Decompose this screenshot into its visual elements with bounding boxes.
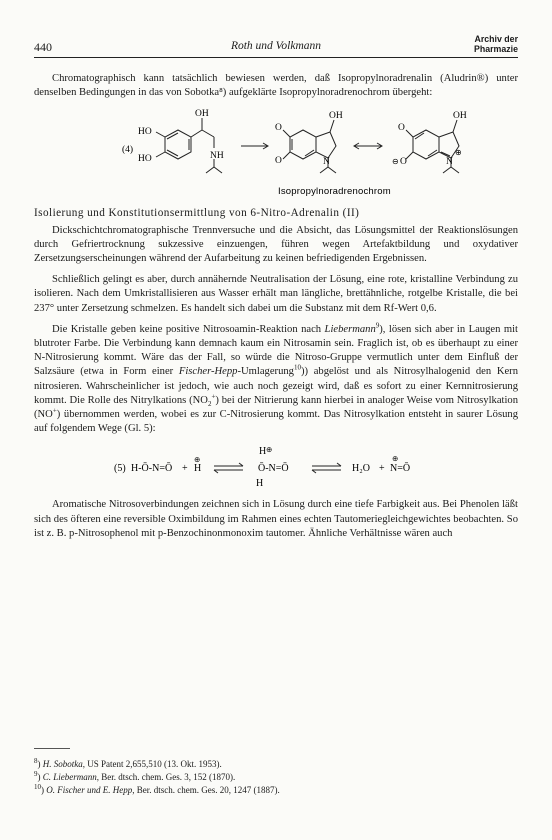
- molecule-isopropylnoradrenalin: [156, 118, 222, 173]
- eq5-product-water: H₂O: [352, 463, 370, 475]
- footnotes: [34, 758, 518, 798]
- para4-text-f: ) übernommen werden, wobei es zur C-Nitrosierung kommt. Das Nitrosylkation entsteht in saurer Lösung auf folgendem Wege (Gl. 5):: [34, 409, 518, 435]
- eq5-plus-1: +: [182, 463, 188, 475]
- label-oh-3: OH: [453, 111, 467, 122]
- eq5-plus-charge-nitrosyl: ⊕: [392, 454, 399, 464]
- footnote-10-number: 10: [34, 783, 41, 792]
- para4-text-d: )) abgelöst und als Nitrosylhalogenid den Kern nitrosieren. Wahrscheinlicher ist jedoch, wie auch noch gezeigt wird, daß es sofort zu einer Kernnitrosierung kommt. Die Rolle des Nitrylkations (NO: [34, 366, 518, 406]
- resonance-arrow: [354, 143, 382, 149]
- eq5-product-nitrosyl: N=Ō: [390, 463, 411, 475]
- para4-name-fischer-hepp: Fischer-Hepp: [178, 366, 238, 378]
- label-n-2: N: [323, 157, 330, 168]
- paragraph-chromatography: Dickschichtchromatographische Trennversuche und die Absicht, das Lösungsmittel der Reaktionslösungen durch Gefriertrocknung sukzessive einzuengen, führen wegen Artefaktbildung und oxydativer Zersetzungserscheinungen während der Aufarbeitung zu keinen befriedigenden Ergebnissen.: [34, 224, 518, 265]
- reaction-arrow: [241, 143, 268, 149]
- eq5-intermediate: Ō-N=Ō: [258, 463, 289, 475]
- header-rule: [34, 57, 518, 58]
- footnote-10-text: , Ber. dtsch. chem. Ges. 20, 1247 (1887).: [132, 785, 280, 796]
- bond-side-chain: [191, 130, 202, 137]
- footnote-ref-9: 9: [375, 321, 380, 330]
- eq5-reactant-hno2: H-Ō-N=Ō: [131, 463, 173, 475]
- label-o-bottom-2: O: [275, 156, 282, 167]
- pyrrole-ring-2: [316, 132, 336, 158]
- eq5-reactant-h: H: [194, 463, 202, 475]
- label-o-bottom-3: O: [400, 157, 407, 168]
- scheme-caption: Isopropylnoradrenochrom: [278, 186, 391, 198]
- paragraph-nitrosation: [34, 323, 518, 437]
- label-o-top-2: O: [275, 123, 282, 134]
- footnote-9-number: 9: [34, 770, 38, 779]
- footnote-10-author: O. Fischer und E. Hepp: [46, 785, 133, 796]
- footnote-9: $^9$) C. Liebermann, Ber. dtsch. chem. Ges. 3, 152 (1870).: [34, 770, 236, 783]
- journal-name-line2: Pharmazie: [473, 43, 518, 54]
- para4-sub-2: 2: [207, 399, 212, 408]
- footnote-8-author: H. Sobotka: [42, 759, 83, 769]
- reaction-scheme-4-svg: [34, 106, 518, 202]
- eq5-plus-2: +: [379, 463, 385, 475]
- footnote-9-text: , Ber. dtsch. chem. Ges. 3, 152 (1870).: [96, 772, 236, 783]
- eq5-plus-charge-h: ⊕: [194, 455, 201, 465]
- eq5-equilibrium-arrow-2: [312, 463, 341, 473]
- bond-ch2: [202, 130, 214, 137]
- paragraph-isolation: Schließlich gelingt es aber, durch annähernde Neutralisation der Lösung, eine rote, kristalline Verbindung zu isolieren. Nach dem Umkristallisieren aus Wasser erhält man längliche, brettähnliche, rotgelbe Kristalle, die bei 237° unter Zersetzung schmelzen. Es handelt sich dabei um die Substanz mit dem Rf-Wert 0,6.: [34, 274, 518, 314]
- footnote-rule: [34, 748, 70, 749]
- bond-ho-top: [156, 132, 165, 137]
- equation-5: [34, 442, 518, 490]
- label-nh: NH: [210, 151, 224, 162]
- running-authors: Roth und Volkmann: [230, 40, 322, 52]
- label-charge-plus: ⊕: [455, 148, 462, 158]
- ring-1-inner-bond-3: [167, 150, 178, 156]
- para4-sup-plus-2: +: [52, 406, 57, 415]
- footnote-9-author: C. Liebermann: [42, 772, 97, 783]
- paragraph-intro: Chromatographisch kann tatsächlich bewiesen werden, daß Isopropylnoradrenalin (Aludrin®) unter denselben Bedingungen in das von Sobotka⁸) aufgeklärte Isopropylnoradrenochrom übergeht:: [34, 73, 518, 99]
- journal-name-line1: Archiv der: [474, 34, 518, 44]
- label-oh-2: OH: [329, 111, 343, 122]
- label-oh-1: OH: [195, 109, 209, 120]
- section-heading: Isolierung und Konstitutionsermittlung von 6-Nitro-Adrenalin (II): [34, 207, 360, 220]
- bond-isopropyl-right-3: [451, 167, 459, 173]
- benzene-ring-1: [165, 130, 191, 159]
- bond-isopropyl-left-2: [320, 167, 328, 173]
- eq5-intermediate-h-top: H: [259, 446, 267, 458]
- bond-isopropyl-left-3: [443, 167, 451, 173]
- equation-5-svg: [34, 442, 518, 490]
- para4-text-c: -Umlagerung: [237, 366, 294, 378]
- para4-sup-plus-1: +: [211, 392, 216, 401]
- bond-ho-bottom: [156, 152, 165, 157]
- footnote-10: $^{10}$) O. Fischer und E. Hepp, Ber. dtsch. chem. Ges. 20, 1247 (1887).: [34, 783, 280, 796]
- para4-text-a: Die Kristalle geben keine positive Nitrosoamin-Reaktion nach: [52, 323, 325, 335]
- reaction-scheme-4: [34, 106, 518, 202]
- quinone-ring-2: [290, 130, 316, 159]
- bond-oh-3: [453, 120, 457, 132]
- page-header: [34, 34, 518, 56]
- footnote-ref-10: 10: [293, 363, 301, 372]
- scheme-label: (4): [122, 145, 134, 156]
- quinone-ring-3: [413, 130, 439, 159]
- footnote-8-number: 8: [34, 757, 38, 765]
- bond-o-top-2: [283, 130, 290, 137]
- label-ho-top: HO: [138, 127, 152, 138]
- bond-o-bottom-2: [283, 152, 290, 159]
- bond-o-top-3: [406, 130, 413, 137]
- footnote-8-text: , US Patent 2,655,510 (13. Okt. 1953).: [82, 759, 222, 769]
- footnote-8: $^8$) H. Sobotka, US Patent 2,655,510 (13. Okt. 1953).: [34, 757, 222, 769]
- bond-isopropyl-left: [206, 167, 214, 173]
- para4-text-e: ) bei der Nitrierung kann hierbei in analoger Weise vom Nitrosylkation (NO: [34, 394, 519, 421]
- eq5-plus-charge-intermediate: ⊕: [266, 445, 273, 455]
- eq5-equilibrium-arrow-1: [214, 463, 243, 473]
- journal-name: [474, 35, 518, 54]
- para4-text-b: ), lösen sich aber in Laugen mit blutroter Farbe. Die Verbindung kann demnach kaum ein Nitrosamin sein. Fraglich ist, ob es überhaupt zu einer N-Nitrosierung kommt. Wäre das der Fall, so würde die Nitroso-Gruppe vermutlich unter dem Einfluß der Salzsäure (etwa in Form einer: [34, 323, 518, 378]
- bond-oh-2: [330, 120, 334, 132]
- eq5-intermediate-h-bottom: H: [256, 478, 264, 490]
- label-n-3: N: [446, 157, 453, 168]
- label-o-top-3: O: [398, 123, 405, 134]
- label-ho-bottom: HO: [138, 154, 152, 165]
- article-body: [34, 72, 518, 541]
- bond-o-bottom-3: [406, 152, 413, 159]
- page-number: 440: [34, 40, 52, 54]
- bond-isopropyl-right-2: [328, 167, 336, 173]
- paragraph-aromatic-nitroso: Aromatische Nitrosoverbindungen zeichnen sich in Lösung durch eine tiefe Farbigkeit aus. Bei Phenolen läßt sich des öfteren eine reversible Oximbildung im Rahmen eines echten Tautomeriegleichgewichtes beobachten. So ist z. B. p-Nitrosophenol mit p-Benzochinonmonoxim tautomer. Ähnliche Verhältnisse wären auch: [34, 499, 518, 539]
- ring-1-inner-bond: [167, 133, 178, 139]
- eq5-label: (5): [114, 463, 126, 475]
- bond-isopropyl-right: [214, 167, 222, 173]
- para4-name-liebermann: Liebermann: [324, 323, 376, 335]
- label-charge-minus: ⊖: [392, 157, 399, 167]
